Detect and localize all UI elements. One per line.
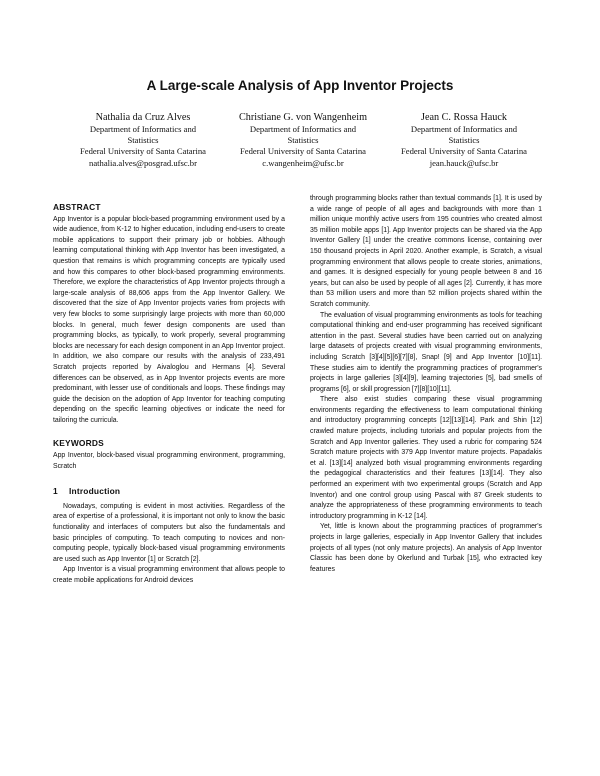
author-email: nathalia.alves@posgrad.ufsc.br: [89, 157, 197, 168]
author-department: Department of Informatics and: [89, 124, 197, 134]
author-department: Statistics: [448, 135, 480, 146]
keywords-heading: KEYWORDS: [53, 438, 104, 449]
author-3: [364, 111, 564, 169]
author-email: c.wangenheim@ufsc.br: [262, 157, 344, 168]
body-paragraph: Yet, little is known about the programming practices of programmer's projects in large galleries, especially in App Inventor Gallery that includes projects of all types (not only mature projects). An analysis of App Inventor Classic has been done by Okerlund and Turbak [15], who extracted key features: [310, 523, 542, 573]
author-block: [0, 111, 600, 171]
author-university: Federal University of Santa Catarina: [400, 146, 527, 157]
author-department: Statistics: [127, 135, 159, 146]
author-department: Department of Informatics and: [249, 124, 357, 134]
body-paragraph: There also exist studies comparing these visual programming environments regarding the effectiveness to learn computational thinking and introductory programming concepts [12][13][14]. Park and Shin [12] crawled mature projects, including tutorials and popular projects from the Scratch and App Inventor galleries. They used a rubric for comparing 524 Scratch mature projects with 379 App Inventor mature projects. Papadakis et al. [13][14] analyzed both visual programming environments regarding the pedagogical characteristics and their features [13][14]. They also performed an experiment with two experimental groups (Scratch and App Inventor) and one control group using Pascal with 87 Greek students to analyze the appropriateness of these programming environments to teach introductory programming in K-12 [14].: [310, 396, 542, 520]
intro-paragraph: Nowadays, computing is evident in most activities. Regardless of the area of expertise of a professional, it is important not only to know the basic functionality and interfaces of computers but also the fundamentals and basic principles of computing. To teach computing to novices and non-computing people, typically block-based visual programming environments are used such as App Inventor [1] or Scratch [2].: [53, 502, 285, 563]
author-name: Nathalia da Cruz Alves: [95, 112, 191, 123]
author-university: Federal University of Santa Catarina: [239, 146, 366, 157]
author-university: Federal University of Santa Catarina: [79, 146, 206, 157]
abstract-heading: ABSTRACT: [53, 202, 101, 212]
body-paragraph: The evaluation of visual programming environments as tools for teaching computational thinking and end-user programming has received significant attention in the past. Several studies have been carried out on analyzing large datasets of projects created with visual programming environments, including Scratch [3][4][5][6][7][8], Snap! [9] and App Inventor [10][11]. These studies aim to identify the programming practices of programmer's projects in large galleries [3][4][9], learning trajectories [5], bad smells of programs [6], or skill progression [7][8][10][11].: [310, 311, 542, 393]
author-department: Statistics: [287, 135, 319, 146]
author-email: jean.hauck@ufsc.br: [429, 157, 499, 168]
author-name: Christiane G. von Wangenheim: [238, 112, 367, 123]
author-name: Jean C. Rossa Hauck: [420, 112, 507, 123]
paper-title: A Large-scale Analysis of App Inventor Projects: [146, 78, 454, 93]
section-number: 1: [53, 486, 58, 497]
keywords-text: App Inventor, block-based visual programming environment, programming, Scratch: [53, 452, 285, 470]
section-title: Introduction: [69, 486, 121, 497]
right-column: [310, 194, 542, 575]
intro-paragraph: App Inventor is a visual programming environment that allows people to create mobile applications for Android devices: [53, 566, 285, 584]
section-heading: [53, 486, 285, 497]
author-department: Department of Informatics and: [410, 124, 518, 134]
abstract-text: App Inventor is a popular block-based programming environment used by a wide audience, from K-12 to higher education, including end-users to create mobile applications to support their primary job or hobbies. Although learning computational thinking with App Inventor has been investigated, a question that remains is which programming concepts are typically used and how this compares to other block-based programming environments. Therefore, we explore the characteristics of App Inventor projects through a large-scale analysis of 88,606 apps from the App Inventor Gallery. We discovered that the size of App Inventor projects varies from projects with very few blocks to some surprisingly large projects with more than 60,000 blocks. In general, much fewer design components are used than programming blocks, as typically, to work properly, several programming blocks are necessary for each design component in an App Inventor project. In addition, we also compare our results with the analysis of 233,491 Scratch projects reported by Aivaloglou and Hermans [4]. Several differences can be observed, as in App Inventor projects events are more predominant, with lesser use of conditionals and loops. These findings may guide the decision on the adoption of App Inventor for teaching computing depending on the specific learning objectives or indicate the need for tailoring the curricula.: [53, 215, 285, 424]
left-column: [53, 202, 285, 587]
body-paragraph: through programming blocks rather than textual commands [1]. It is used by a wide range of people of all ages and backgrounds with more than 1 million unique monthly active users from 195 countries who created almost 35 million mobile apps [1]. App Inventor projects can be shared via the App Inventor Gallery [1] under the creative commons license, containing over 150 thousand projects in April 2020. Another example, is Scratch, a visual programming environment that allows people to create stories, animations, and games. It is designed especially for young people between 8 and 16 years, but can also be used by people of all ages [2]. Currently, it has more than 53 million users and more than 52 million projects shared within the Scratch community.: [310, 195, 542, 308]
